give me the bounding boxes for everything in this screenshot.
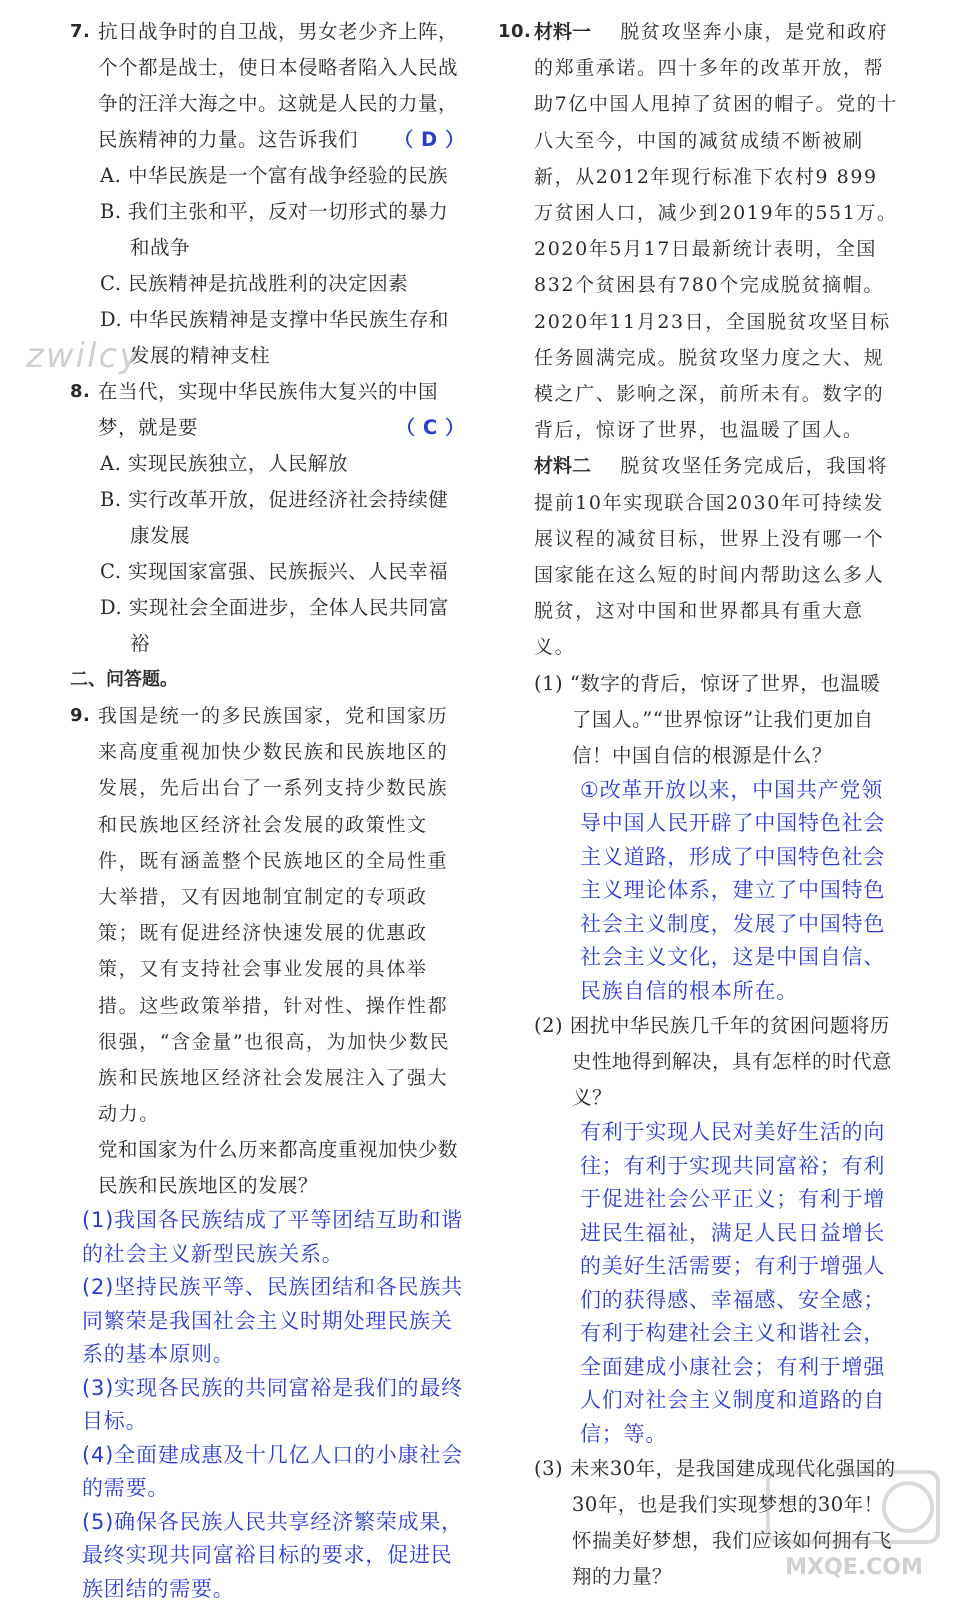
- material-text: 脱贫攻坚奔小康，是党和政府的郑重承诺。四十多年的改革开放，帮助7亿中国人甩掉了贫困的帽子。党的十八大至今，中国的减贫成绩不断被刷新，从2012年现行标准下农村9 899万贫困人口，减少到2019年的551万。2020年5月17日最新统计表明，全国832个贫困县有780个完成脱贫摘帽。2020年11月23日，全国脱贫攻坚目标任务圆满完成。脱贫攻坚力度之大、规模之广、影响之深，前所未有。数字的背后，惊讶了世界，也温暖了国人。: [534, 21, 898, 442]
- watermark-icon: [758, 1466, 948, 1586]
- answer-choice: （ D ）: [393, 128, 465, 151]
- watermark-text: MXQE.COM: [785, 1555, 923, 1580]
- material-label: 材料一: [534, 21, 592, 43]
- answer-line: (4)全面建成惠及十几亿人口的小康社会的需要。: [82, 1442, 463, 1501]
- handwritten-answer: [82, 1204, 465, 1606]
- question-number: 9.: [70, 705, 91, 726]
- question-prompt: 党和国家为什么历来都高度重视加快少数民族和民族地区的发展？: [98, 1138, 459, 1198]
- option-c: C. 民族精神是抗战胜利的决定因素: [100, 272, 409, 295]
- option-d: D. 中华民族精神是支撑中华民族生存和发展的精神支柱: [100, 308, 449, 367]
- right-column: [498, 14, 898, 1595]
- answer-line: (2)坚持民族平等、民族团结和各民族共同繁荣是我国社会主义时期处理民族关系的基本原则。: [82, 1275, 463, 1367]
- material-text: 脱贫攻坚任务完成后，我国将提前10年实现联合国2030年可持续发展议程的减贫目标，世界上没有哪一个国家能在这么短的时间内帮助这么多人脱贫，这对中国和世界都具有重大意义。: [534, 455, 889, 659]
- option-a: A. 实现民族独立，人民解放: [100, 452, 348, 475]
- answer-line: (5)确保各民族人民共享经济繁荣成果，最终实现共同富裕目标的要求，促进民族团结的需要。: [82, 1509, 463, 1601]
- handwritten-answer: 有利于实现人民对美好生活的向往；有利于实现共同富裕；有利于促进社会公平正义；有利于增进民生福祉，满足人民日益增长的美好生活需要；有利于增强人们的获得感、幸福感、安全感；有利于构建社会主义和谐社会，全面建成小康社会；有利于增强人们对社会主义制度和道路的自信；等。: [580, 1120, 886, 1446]
- section-heading: 二、问答题。: [70, 669, 178, 690]
- sub-question-1: (1) “数字的背后，惊讶了世界，也温暖了国人。”“世界惊讶”让我们更加自信！中国自信的根源是什么？: [534, 671, 881, 767]
- question-number: 7.: [70, 21, 91, 42]
- option-a: A. 中华民族是一个富有战争经验的民族: [100, 164, 448, 187]
- question-9: [70, 698, 465, 1606]
- option-b: B. 实行改革开放，促进经济社会持续健康发展: [100, 488, 449, 547]
- answer-line: (3)实现各民族的共同富裕是我们的最终目标。: [82, 1375, 463, 1434]
- question-stem: 在当代，实现中华民族伟大复兴的中国梦，就是要: [98, 380, 439, 439]
- question-7: [70, 14, 465, 374]
- sub-question-3: (3) 未来30年，是我国建成现代化强国的30年，也是我们实现梦想的30年！怀揣美好梦想，我们应该如何拥有飞翔的力量？: [534, 1457, 896, 1589]
- option-b: B. 我们主张和平，反对一切形式的暴力和战争: [100, 200, 449, 259]
- question-material: 我国是统一的多民族国家，党和国家历来高度重视加快少数民族和民族地区的发展，先后出台了一系列支持少数民族和民族地区经济社会发展的政策性文件，既有涵盖整个民族地区的全局性重大举措，又有因地制宜制定的专项政策；既有促进经济快速发展的优惠政策，又有支持社会事业发展的具体举措。这些政策举措，针对性、操作性都很强，“含金量”也很高，为加快少数民族和民族地区经济社会发展注入了强大动力。: [98, 705, 451, 1126]
- answer-choice: （ C ）: [395, 416, 465, 439]
- question-number: 8.: [70, 381, 91, 402]
- question-10: [498, 14, 898, 1595]
- sub-question-2: (2) 困扰中华民族几千年的贫困问题将历史性地得到解决，具有怎样的时代意义？: [534, 1014, 893, 1110]
- answer-line: (1)我国各民族结成了平等团结互助和谐的社会主义新型民族关系。: [82, 1208, 463, 1266]
- watermark-logo: zwilcy: [26, 336, 142, 376]
- option-d: D. 实现社会全面进步，全体人民共同富裕: [100, 596, 449, 655]
- handwritten-answer: ①改革开放以来，中国共产党领导中国人民开辟了中国特色社会主义道路，形成了中国特色社会主义理论体系，建立了中国特色社会主义制度，发展了中国特色社会主义文化，这是中国自信、民族自信的根本所在。: [580, 777, 886, 1003]
- question-8: [70, 374, 465, 662]
- option-c: C. 实现国家富强、民族振兴、人民幸福: [100, 560, 449, 583]
- watermark-badge: [758, 1466, 948, 1586]
- left-column: [70, 14, 465, 1606]
- material-label: 材料二: [534, 455, 592, 478]
- question-number: 10.: [498, 21, 532, 42]
- question-stem: 抗日战争时的自卫战，男女老少齐上阵，个个都是战士，使日本侵略者陷入人民战争的汪洋大海之中。这就是人民的力量，民族精神的力量。这告诉我们: [98, 20, 459, 151]
